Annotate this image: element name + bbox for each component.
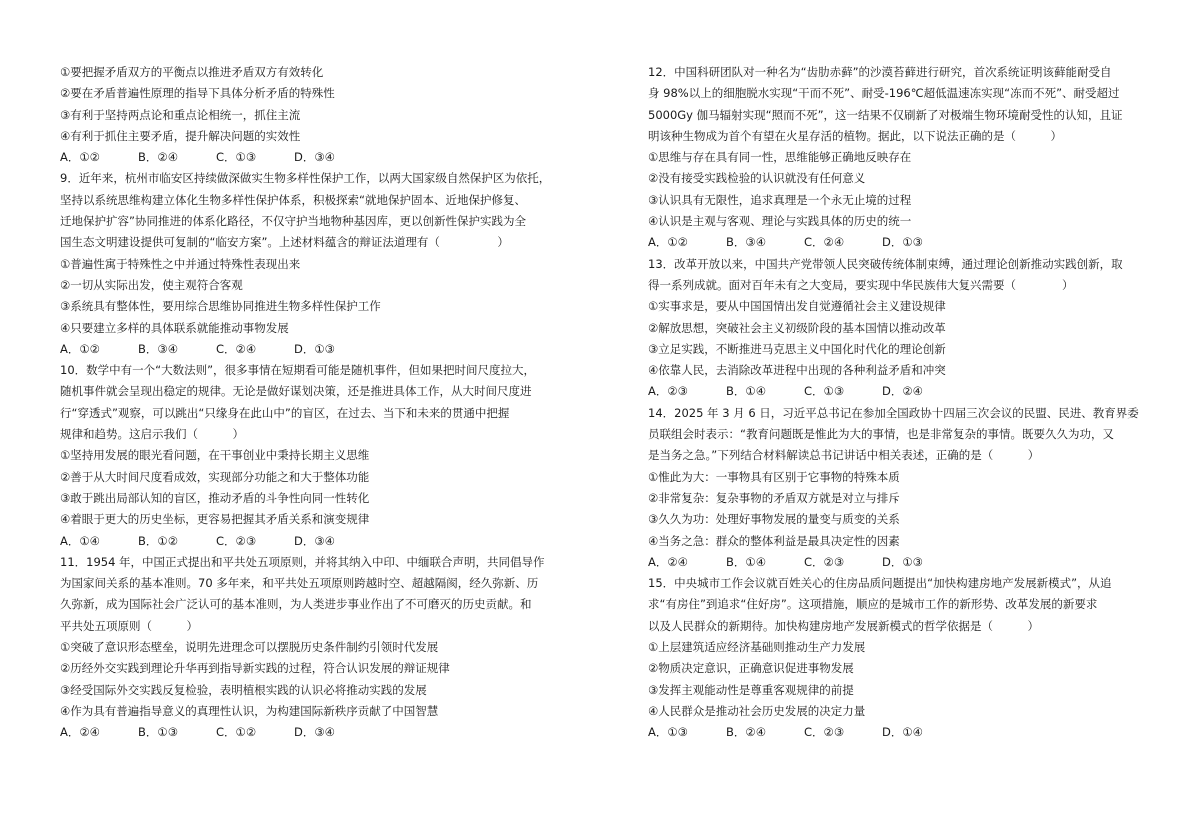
answer-choices <box>648 232 1168 253</box>
answer-choices <box>648 722 1168 743</box>
answer-choice: A．②④ <box>648 554 688 569</box>
question-text-line: 5000Gy 伽马辐射实现“照而不死”，这一结果不仅刷新了对极端生物环境耐受性的认知，且证 <box>648 107 1123 122</box>
answer-choice: A．②④ <box>60 725 100 740</box>
question-text-line: 9．近年来，杭州市临安区持续做深做实生物多样性保护工作，以两大国家级自然保护区为依托， <box>60 171 551 186</box>
question-text-line: 国生态文明建设提供可复制的“临安方案”。上述材料蕴含的辩证法道理有（ ） <box>60 235 509 250</box>
option-statement: ③立足实践，不断推进马克思主义中国化时代化的理论创新 <box>648 341 946 356</box>
answer-choice: B．①③ <box>138 725 179 740</box>
option-statement: ④依靠人民，去消除改革进程中出现的各种利益矛盾和冲突 <box>648 363 946 378</box>
option-statement: ①思维与存在具有同一性，思维能够正确地反映存在 <box>648 150 912 165</box>
option-statement: ④着眼于更大的历史坐标，更容易把握其矛盾关系和演变规律 <box>60 512 370 527</box>
option-statement: ③系统具有整体性，要用综合思维协同推进生物多样性保护工作 <box>60 299 381 314</box>
option-statement: ②非常复杂：复杂事物的矛盾双方就是对立与排斥 <box>648 490 900 505</box>
answer-choice: A．②③ <box>648 384 688 399</box>
answer-choice: D．③④ <box>294 725 335 740</box>
option-statement: ④作为具有普遍指导意义的真理性认识，为构建国际新秩序贡献了中国智慧 <box>60 703 439 718</box>
answer-choice: A．①③ <box>648 725 688 740</box>
option-statement: ④有利于抓住主要矛盾，提升解决问题的实效性 <box>60 128 301 143</box>
answer-choice: D．①③ <box>882 554 923 569</box>
option-statement: ①坚持用发展的眼光看问题，在干事创业中秉持长期主义思维 <box>60 448 370 463</box>
question-text-line: 13．改革开放以来，中国共产党带领人民突破传统体制束缚，通过理论创新推动实践创新，取 <box>648 256 1123 271</box>
question-text-line: 是当务之急。”下列结合材料解读总书记讲话中相关表述，正确的是（ ） <box>648 448 1040 463</box>
answer-choices <box>60 722 580 743</box>
answer-choice: B．①② <box>138 533 179 548</box>
answer-choice: C．②③ <box>804 725 845 740</box>
question-text-line: 10．数学中有一个“大数法则”，很多事情在短期看可能是随机事件，但如果把时间尺度拉大， <box>60 363 536 378</box>
option-statement: ④认识是主观与客观、理论与实践具体的历史的统一 <box>648 214 912 229</box>
answer-choice: C．②③ <box>216 533 257 548</box>
option-statement: ①实事求是，要从中国国情出发自觉遵循社会主义建设规律 <box>648 299 946 314</box>
option-statement: ②物质决定意识，正确意识促进事物发展 <box>648 661 854 676</box>
answer-choices <box>60 531 580 552</box>
option-statement: ①要把握矛盾双方的平衡点以推进矛盾双方有效转化 <box>60 65 324 79</box>
answer-choice: C．①② <box>216 725 257 740</box>
answer-choice: D．③④ <box>294 150 335 165</box>
option-statement: ②一切从实际出发，使主观符合客观 <box>60 277 243 292</box>
question-text-line: 随机事件就会呈现出稳定的规律。无论是做好谋划决策，还是推进具体工作，从大时间尺度进 <box>60 384 532 399</box>
question-text-line: 12．中国科研团队对一种名为“齿肋赤藓”的沙漠苔藓进行研究，首次系统证明该藓能耐受自 <box>648 65 1112 79</box>
option-statement: ①上层建筑适应经济基础则推动生产力发展 <box>648 640 866 655</box>
answer-choices <box>648 552 1168 573</box>
question-text-line: 14．2025 年 3 月 6 日，习近平总书记在参加全国政协十四届三次会议的民盟、民进、教育界委 <box>648 405 1139 420</box>
answer-choice: B．①④ <box>726 384 767 399</box>
question-text-line: 为国家间关系的基本准则。70 多年来，和平共处五项原则跨越时空、超越隔阂，经久弥新、历 <box>60 576 539 591</box>
answer-choice: D．③④ <box>294 533 335 548</box>
answer-choice: B．②④ <box>726 725 767 740</box>
option-statement: ④人民群众是推动社会历史发展的决定力量 <box>648 703 866 718</box>
answer-choices <box>60 339 580 360</box>
question-text-line: 身 98%以上的细胞脱水实现“干而不死”、耐受-196℃超低温速冻实现“冻而不死”、耐受超过 <box>648 86 1120 101</box>
option-statement: ③发挥主观能动性是尊重客观规律的前提 <box>648 682 854 697</box>
option-statement: ②没有接受实践检验的认识就没有任何意义 <box>648 171 866 186</box>
option-statement: ③有利于坚持两点论和重点论相统一，抓住主流 <box>60 107 301 122</box>
option-statement: ①惟此为大：一事物具有区别于它事物的特殊本质 <box>648 469 900 484</box>
question-text-line: 员联组会时表示：“教育问题既是惟此为大的事情，也是非常复杂的事情。既要久久为功，又 <box>648 427 1114 442</box>
answer-choice: A．①② <box>60 341 100 356</box>
answer-choice: C．①③ <box>216 150 257 165</box>
answer-choice: C．②④ <box>216 341 257 356</box>
answer-choice: C．①③ <box>804 384 845 399</box>
option-statement: ③久久为功：处理好事物发展的量变与质变的关系 <box>648 512 900 527</box>
option-statement: ③敢于跳出局部认知的盲区，推动矛盾的斗争性向同一性转化 <box>60 490 370 505</box>
option-statement: ③经受国际外交实践反复检验，表明植根实践的认识必将推动实践的发展 <box>60 682 427 697</box>
question-text-line: 明该种生物成为首个有望在火星存活的植物。据此，以下说法正确的是（ ） <box>648 128 1062 143</box>
option-statement: ④当务之急：群众的整体利益是最具决定性的因素 <box>648 533 900 548</box>
option-statement: ①普遍性寓于特殊性之中并通过特殊性表现出来 <box>60 256 301 271</box>
answer-choice: D．①③ <box>294 341 335 356</box>
option-statement: ②善于从大时间尺度看成效，实现部分功能之和大于整体功能 <box>60 469 370 484</box>
question-text-line: 行“穿透式”观察，可以跳出“只缘身在此山中”的盲区，在过去、当下和未来的贯通中把握 <box>60 405 510 420</box>
answer-choice: D．②④ <box>882 384 923 399</box>
option-statement: ③认识具有无限性，追求真理是一个永无止境的过程 <box>648 192 912 207</box>
option-statement: ④只要建立多样的具体联系就能推动事物发展 <box>60 320 289 335</box>
answer-choice: C．②③ <box>804 554 845 569</box>
question-text-line: 平共处五项原则（ ） <box>60 618 198 633</box>
option-statement: ②解放思想，突破社会主义初级阶段的基本国情以推动改革 <box>648 320 946 335</box>
question-text-line: 坚持以系统思维构建立体化生物多样性保护体系，积极探索“就地保护固本、近地保护修复、 <box>60 192 526 207</box>
question-text-line: 得一系列成就。面对百年未有之大变局，要实现中华民族伟大复兴需要（ ） <box>648 277 1074 292</box>
question-text-line: 规律和趋势。这启示我们（ ） <box>60 427 244 442</box>
option-statement: ①突破了意识形态壁垒，说明先进理念可以摆脱历史条件制约引领时代发展 <box>60 640 439 655</box>
question-text-line: 久弥新，成为国际社会广泛认可的基本准则，为人类进步事业作出了不可磨灭的历史贡献。和 <box>60 597 532 612</box>
answer-choice: A．①② <box>60 150 100 165</box>
answer-choice: A．①④ <box>60 533 100 548</box>
answer-choice: B．②④ <box>138 150 179 165</box>
option-statement: ②要在矛盾普遍性原理的指导下具体分析矛盾的特殊性 <box>60 86 335 101</box>
answer-choice: D．①④ <box>882 725 923 740</box>
answer-choice: B．①④ <box>726 554 767 569</box>
answer-choice: A．①② <box>648 235 688 250</box>
question-text-line: 迁地保护扩容”协同推进的体系化路径，不仅守护当地物种基因库，更以创新性保护实践为全 <box>60 214 526 229</box>
right-column <box>648 62 1168 744</box>
left-column <box>60 62 580 744</box>
answer-choice: B．③④ <box>726 235 767 250</box>
question-text-line: 以及人民群众的新期待。加快构建房地产发展新模式的哲学依据是（ ） <box>648 618 1039 633</box>
question-text-line: 11．1954 年，中国正式提出和平共处五项原则，并将其纳入中印、中缅联合声明，共同倡导作 <box>60 554 545 569</box>
answer-choices <box>60 147 580 168</box>
answer-choice: D．①③ <box>882 235 923 250</box>
answer-choices <box>648 381 1168 402</box>
answer-choice: C．②④ <box>804 235 845 250</box>
answer-choice: B．③④ <box>138 341 179 356</box>
question-text-line: 求“有房住”到追求“住好房”。这项措施，顺应的是城市工作的新形势、改革发展的新要求 <box>648 597 1098 612</box>
question-text-line: 15．中央城市工作会议就百姓关心的住房品质问题提出“加快构建房地产发展新模式”，从追 <box>648 576 1112 591</box>
option-statement: ②历经外交实践到理论升华再到指导新实践的过程，符合认识发展的辩证规律 <box>60 661 450 676</box>
